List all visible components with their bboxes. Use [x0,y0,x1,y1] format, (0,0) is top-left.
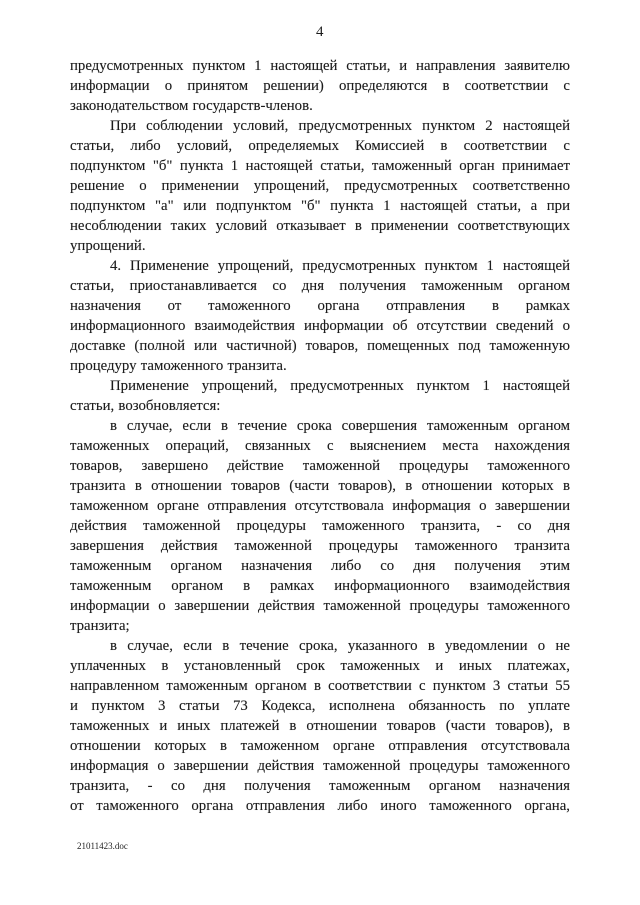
text-line: подпунктом "а" или подпунктом "б" пункта 1 настоящей статьи, а при [70,198,570,214]
text-line: таможенном органе отправления отсутствовала информация о завершении [70,498,570,514]
document-body [70,56,570,816]
text-line: уплаченных в установленный срок таможенных и иных платежах, [70,658,570,674]
text-line: транзита, - со дня получения таможенным органом назначения [70,778,570,794]
text-line: информации о принятом решении) определяются в соответствии с [70,78,570,94]
text-line: действия таможенной процедуры таможенного транзита, - со дня [70,518,570,534]
text-line: направленном таможенным органом в соответствии с пунктом 3 статьи 55 [70,678,570,694]
text-line: 4. Применение упрощений, предусмотренных пунктом 1 настоящей [110,258,570,274]
text-line: несоблюдении таких условий отказывает в применении соответствующих [70,218,570,234]
text-line: завершения действия таможенной процедуры таможенного транзита [70,538,570,554]
text-line: транзита; [70,618,130,634]
text-line: таможенным органом в рамках информационного взаимодействия [70,578,570,594]
text-line: от таможенного органа отправления либо иного таможенного органа, [70,798,570,814]
text-line: назначения от таможенного органа отправления в рамках [70,298,570,314]
text-line: информационного взаимодействия информации об отсутствии сведений о [70,318,570,334]
text-line: в случае, если в течение срока, указанного в уведомлении о не [110,638,570,654]
text-line: статьи, возобновляется: [70,398,221,414]
text-line: товаров, завершено действие таможенной процедуры таможенного [70,458,570,474]
text-line: информации о завершении действия таможенной процедуры таможенного [70,598,570,614]
paragraph [70,256,570,376]
text-line: информация о завершении действия таможенной процедуры таможенного [70,758,570,774]
text-line: доставке (полной или частичной) товаров, помещенных под таможенную [70,338,570,354]
text-line: законодательством государств-членов. [70,98,313,114]
text-line: и пунктом 3 статьи 73 Кодекса, исполнена обязанность по уплате [70,698,570,714]
footer-filename: 21011423.doc [77,841,128,851]
text-line: статьи, либо условий, определяемых Комиссией в соответствии с [70,138,570,154]
text-line: процедуру таможенного транзита. [70,358,287,374]
text-line: решение о применении упрощений, предусмотренных соответственно [70,178,570,194]
text-line: отношении которых в таможенном органе отправления отсутствовала [70,738,570,754]
text-line: в случае, если в течение срока совершения таможенным органом [110,418,570,434]
paragraph [70,416,570,636]
text-line: подпунктом "б" пункта 1 настоящей статьи, таможенный орган принимает [70,158,570,174]
text-line: При соблюдении условий, предусмотренных пунктом 2 настоящей [110,118,570,134]
text-line: таможенных операций, связанных с выяснением места нахождения [70,438,570,454]
text-line: упрощений. [70,238,146,254]
paragraph [70,636,570,816]
paragraph [70,116,570,256]
text-line: таможенных и иных платежей в отношении товаров (части товаров), в [70,718,570,734]
paragraph [70,56,570,116]
text-line: статьи, приостанавливается со дня получения таможенным органом [70,278,570,294]
text-line: транзита в отношении товаров (части товаров), в отношении которых в [70,478,570,494]
text-line: таможенным органом назначения либо со дня получения этим [70,558,570,574]
text-line: предусмотренных пунктом 1 настоящей статьи, и направления заявителю [70,58,570,74]
paragraph [70,376,570,416]
text-line: Применение упрощений, предусмотренных пунктом 1 настоящей [110,378,570,394]
page-number: 4 [316,24,324,40]
